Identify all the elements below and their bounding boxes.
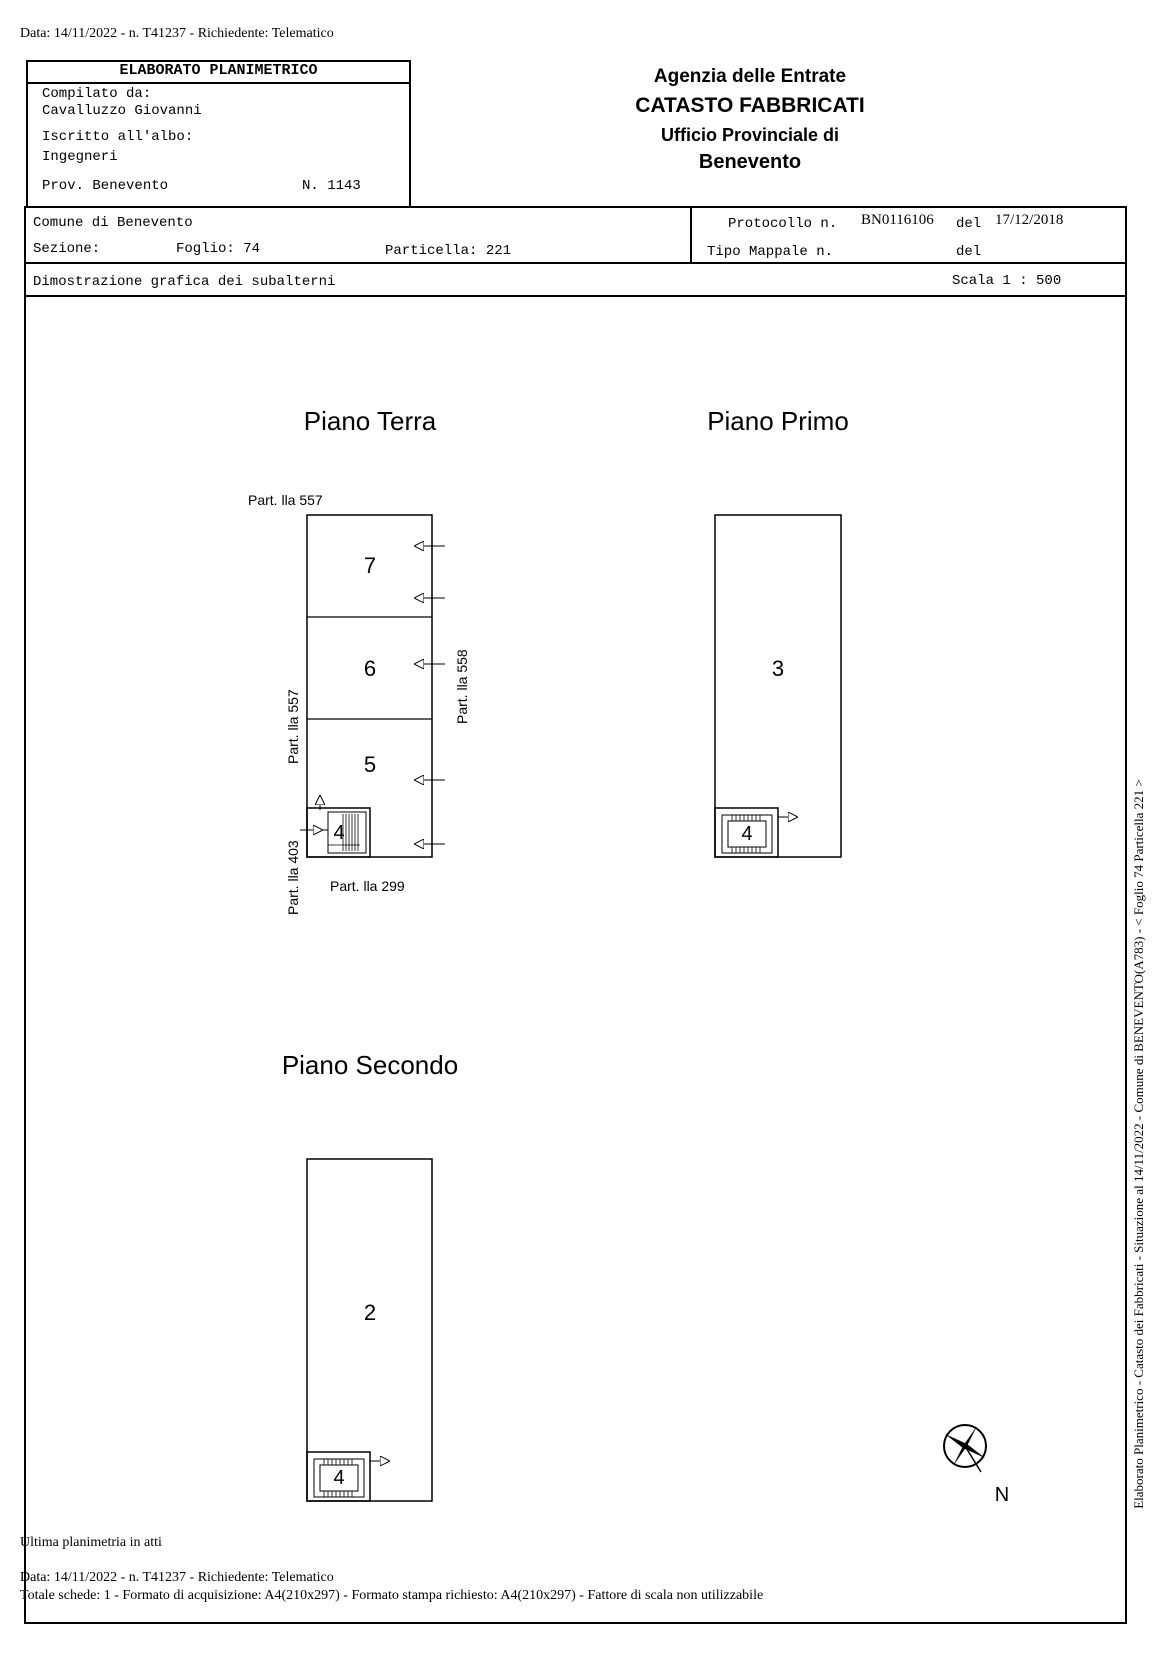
sezione-label: Sezione: xyxy=(33,241,101,257)
sub-4-secondo-label: 4 xyxy=(333,1467,345,1489)
compilato-name: Cavalluzzo Giovanni xyxy=(42,103,202,119)
prov: Prov. Benevento xyxy=(42,178,169,194)
part-403: Part. lla 403 xyxy=(285,840,301,915)
part-299: Part. lla 299 xyxy=(330,878,405,894)
agency-line3: Ufficio Provinciale di xyxy=(660,125,840,145)
comune: Comune di Benevento xyxy=(33,215,193,231)
part-557-side: Part. lla 557 xyxy=(285,689,301,764)
scala: Scala 1 : 500 xyxy=(952,273,1062,289)
sub-4-primo-label: 4 xyxy=(741,823,753,845)
piano-primo-plan xyxy=(715,515,841,857)
footer-ultima: Ultima planimetria in atti xyxy=(20,1535,162,1550)
footer-data: Data: 14/11/2022 - n. T41237 - Richiedente: Telematico xyxy=(20,1570,334,1585)
sub-4-terra-label: 4 xyxy=(333,822,345,844)
compilato-label: Compilato da: xyxy=(42,86,152,102)
agency-line2: CATASTO FABBRICATI xyxy=(635,94,865,117)
part-557-top: Part. lla 557 xyxy=(248,492,323,508)
particella: Particella: 221 xyxy=(385,243,512,259)
north-label: N xyxy=(994,1484,1010,1506)
protocollo-del-label: del xyxy=(956,216,982,232)
footer-totale: Totale schede: 1 - Formato di acquisizione: A4(210x297) - Formato stampa richiesto: A4(210x297) - Fattore di scala non utilizzabile xyxy=(20,1588,764,1603)
sub-3-label: 3 xyxy=(771,656,785,681)
foglio: Foglio: 74 xyxy=(176,241,261,257)
tipo-mappale: Tipo Mappale n. xyxy=(707,244,834,260)
agency-line1: Agenzia delle Entrate xyxy=(653,66,847,87)
piano-secondo-title: Piano Secondo xyxy=(281,1050,459,1080)
iscritto-value: Ingegneri xyxy=(42,149,118,165)
part-558: Part. lla 558 xyxy=(454,649,470,724)
sub-2-label: 2 xyxy=(363,1300,377,1325)
protocollo-date: 17/12/2018 xyxy=(995,212,1064,228)
piano-secondo-plan xyxy=(307,1159,432,1501)
sub-5-label: 5 xyxy=(363,752,377,777)
sub-7-label: 7 xyxy=(363,553,377,578)
piano-terra-title: Piano Terra xyxy=(303,406,437,436)
numero: N. 1143 xyxy=(302,178,361,194)
agency-line4: Benevento xyxy=(698,151,802,173)
side-note: Elaborato Planimetrico - Catasto dei Fabbricati - Situazione al 14/11/2022 - Comune di BENEVENTO(A783) - < Foglio 74 Particella 221 > xyxy=(1131,779,1146,1509)
compass-icon xyxy=(944,1425,986,1472)
tipo-mappale-del: del xyxy=(956,244,982,260)
protocollo-label: Protocollo n. xyxy=(728,216,838,232)
header-title: ELABORATO PLANIMETRICO xyxy=(119,62,318,79)
sub-6-label: 6 xyxy=(363,656,377,681)
iscritto-label: Iscritto all'albo: xyxy=(42,129,194,145)
dimostrazione: Dimostrazione grafica dei subalterni xyxy=(33,274,336,290)
piano-primo-title: Piano Primo xyxy=(707,406,849,436)
top-note: Data: 14/11/2022 - n. T41237 - Richiedente: Telematico xyxy=(20,26,334,41)
protocollo-value: BN0116106 xyxy=(861,212,934,228)
